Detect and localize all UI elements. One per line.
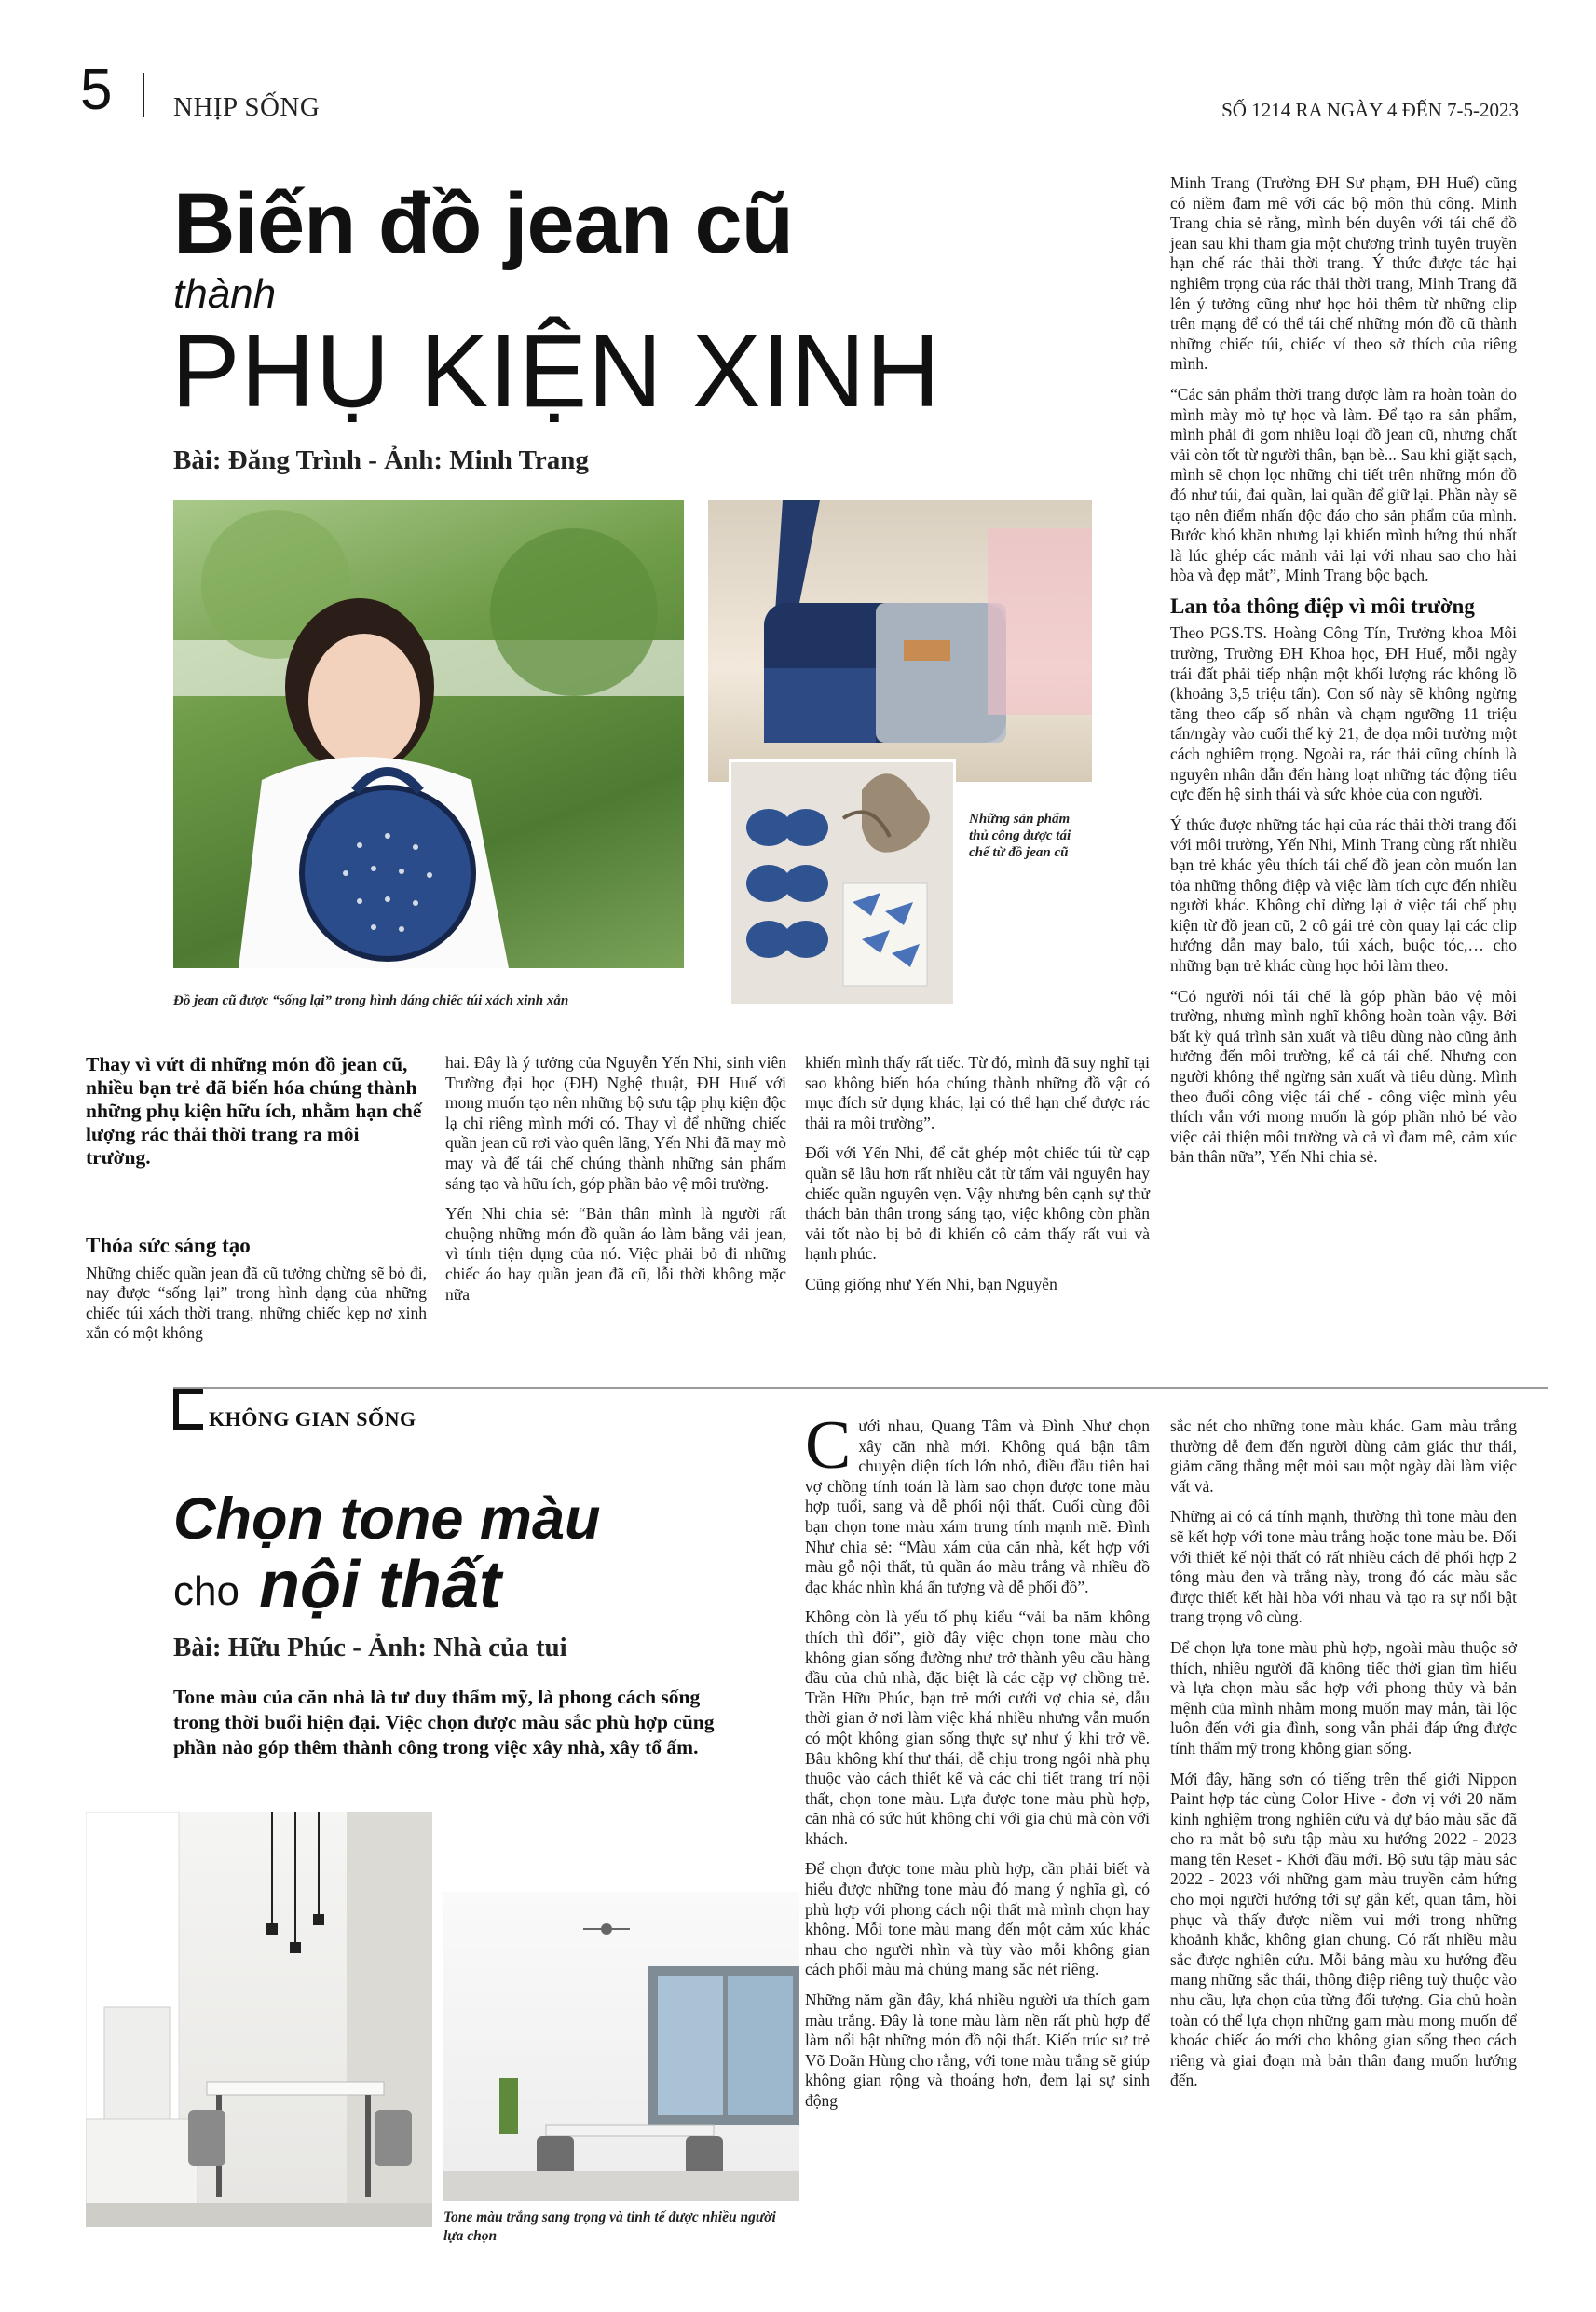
paragraph: Cũng giống như Yến Nhi, bạn Nguyễn	[805, 1274, 1057, 1293]
caption-side-photo: Những sản phẩm thủ công được tái chế từ đồ jean cũ	[969, 812, 1071, 860]
paragraph: Những ai có cá tính mạnh, thường thì tone màu đen sẽ kết hợp với tone màu trắng hoặc tone màu be. Đối với thiết kế nội thất có rất nhiều cách để phối hợp 2 tông màu đen và trắng này, trong đó các màu sắc được thiết kết hài hòa với nhau và tạo ra sự nổi bật trang trọng vô cùng.	[1170, 1507, 1517, 1627]
subhead-creativity: Thỏa sức sáng tạo	[86, 1234, 251, 1257]
paragraph: Những chiếc quần jean đã cũ tưởng chừng sẽ bỏ đi, nay được “sống lại” trong hình dạng của những chiếc túi xách thời trang, những chiếc kẹp nơ xinh xắn có một không	[86, 1263, 427, 1343]
paragraph: “Có người nói tái chế là góp phần bảo vệ môi trường, nhưng mình nghĩ không hoàn toàn vậy. Bởi bất kỳ quá trình sản xuất và tiêu dùng nào cũng ảnh hưởng đến môi trường, kể cả tái chế. Nhưng con người không thể ngừng sản xuất và tiêu dùng. Mình theo đuổi công việc tái chế - công việc mình yêu thích vẫn với mong muốn là góp phần nhỏ bé vào việc cải thiện môi trường và cả vì đam mê, cảm xúc bản thân nữa”, Yến Nhi chia sẻ.	[1170, 986, 1517, 1167]
kicker-box-top	[173, 1389, 203, 1394]
paragraph: Để chọn lựa tone màu phù hợp, ngoài màu thuộc sở thích, nhiều người đã không tiếc thời gian tìm hiểu và lựa chọn màu sắc hợp với phong thủy và bản mệnh của mình nhằm mong muốn may mắn, tài lộc luôn đến với gia đình, song vẫn phải đáp ứng được tính thẩm mỹ trong không gian sống.	[1170, 1637, 1517, 1758]
article2-title-line2a: cho	[173, 1568, 239, 1614]
photo-white-living-room	[443, 1892, 799, 2201]
article1-column-3	[805, 1053, 1150, 1306]
paragraph: Ý thức được những tác hại của rác thải thời trang đối với môi trường, Yến Nhi, Minh Trang cùng rất nhiều bạn trẻ khác yêu thích tái chế đồ jean còn muốn lan tỏa những thông điệp và việc làm tích cực đến nhiều người khác. Không chỉ dừng lại ở việc tái chế phụ kiện từ đồ jean cũ, 2 cô gái trẻ còn quay lại các clip hướng dẫn may balo, túi xách, buộc tóc,… cho những bạn trẻ khác cùng học hỏi làm theo.	[1170, 814, 1517, 975]
article1-title-line1: Biến đồ jean cũ	[173, 176, 793, 271]
subhead-environment-message: Lan tỏa thông điệp vì môi trường	[1170, 594, 1475, 618]
photo-girl-with-denim-bag	[173, 500, 684, 968]
caption-interior-photo: Tone màu trắng sang trọng và tinh tế được nhiều người lựa chọn	[443, 2209, 776, 2244]
article2-byline: Bài: Hữu Phúc - Ảnh: Nhà của tui	[173, 1633, 567, 1662]
section-divider-rule	[173, 1387, 1548, 1389]
photo-denim-crossbody-bag	[708, 500, 1092, 782]
dropcap: C	[805, 1407, 852, 1484]
article1-title-line2: thành	[173, 271, 277, 317]
kicker-box-icon	[173, 1389, 203, 1430]
paragraph: Đối với Yến Nhi, để cắt ghép một chiếc túi từ cạp quần sẽ lâu hơn rất nhiều cắt từ tấm vải nguyên hay chiếc quần nguyên vẹn. Vậy nhưng bên cạnh sự thử thách bản thân trong sáng tạo, việc không còn phần vải tốt nào bị bỏ đi khiến cô cảm thấy rất vui và hạnh phúc.	[805, 1143, 1150, 1264]
paragraph: “Các sản phẩm thời trang được làm ra hoàn toàn do mình mày mò tự học và làm. Để tạo ra sản phẩm, mình phải đi gom nhiều loại đồ jean cũ, nhưng chất vải còn tốt từ người thân, bạn bè... Sau khi giặt sạch, mình sẽ chọn lọc những chi tiết trên những món đồ đó như túi, đai quần, lai quần để giữ lại. Phần này sẽ tạo nên điểm nhấn độc đáo cho sản phẩm của mình. Bước khó khăn nhưng lại khiến mình hứng thú nhất là lúc ghép các mảnh vải lại với nhau sao cho hài hòa và đẹp mắt”, Minh Trang bộc bạch.	[1170, 384, 1517, 585]
article1-title-line3: PHỤ KIỆN XINH	[171, 314, 941, 429]
article2-column-4	[1170, 1416, 1517, 2101]
photo-white-dining-room	[86, 1812, 432, 2227]
article1-column-4	[1170, 173, 1517, 1178]
article1-column-1	[86, 1230, 427, 1354]
photo-denim-hair-clips	[729, 759, 956, 1006]
article1-byline: Bài: Đăng Trình - Ảnh: Minh Trang	[173, 445, 589, 475]
paragraph: hai. Đây là ý tưởng của Nguyễn Yến Nhi, sinh viên Trường đại học (ĐH) Nghệ thuật, ĐH Huế với mong muốn tạo nên những bộ sưu tập phụ kiện độc lạ chỉ riêng mình mới có. Thay vì để những chiếc quần jean cũ rơi vào quên lãng, Yến Nhi đã may mò may và để tái chế chúng thành những sản phẩm sáng tạo và hữu ích, góp phần bảo vệ môi trường.	[445, 1053, 786, 1193]
paragraph-with-dropcap	[805, 1407, 1150, 1597]
section-title: NHỊP SỐNG	[173, 92, 321, 122]
article2-title-line1: Chọn tone màu	[173, 1486, 601, 1552]
article2-column-3	[805, 1407, 1150, 2122]
paragraph: Theo PGS.TS. Hoàng Công Tín, Trưởng khoa Môi trường, Trường ĐH Khoa học, ĐH Huế, mỗi ngày trái đất phải tiếp nhận một khối lượng rác không lồ (khoảng 3,5 triệu tấn). Con số này sẽ không ngừng tăng theo cấp số nhân và chạm ngưỡng 11 triệu tấn/ngày vào cuối thế kỷ 21, đe dọa môi trường một cách nghiêm trọng. Ngoài ra, rác thải cũng chính là nguyên nhân dẫn đến hàng loạt những tác động tiêu cực đến hệ sinh thái và sức khỏe của con người.	[1170, 623, 1517, 804]
paragraph: Những năm gần đây, khá nhiều người ưa thích gam màu trắng. Đây là tone màu làm nền rất phù hợp để làm nổi bật những món đồ nội thất. Kiến trúc sư trẻ Võ Doãn Hùng cho rằng, với tone màu trắng sẽ giúp không gian rộng và thoáng hơn, đem lại sự sinh động	[805, 1991, 1150, 2110]
dropcap-paragraph-text: ưới nhau, Quang Tâm và Đình Như chọn xây căn nhà mới. Không quá bận tâm chuyện diện tích lớn nhỏ, điều đầu tiên hai vợ chồng tính toán là làm sao chọn được tone màu hợp tuổi, sang và dễ phối nội thất. Cuối cùng đôi bạn chọn tone màu xám trung tính mạnh mẽ. Đình Như chia sẻ: “Màu xám của căn nhà, kết hợp với màu gỗ nội thất, tủ quần áo màu trắng và nhiều đồ đạc khác nhìn khá ấn tượng và dễ phối đồ”.	[805, 1416, 1150, 1596]
caption-main-photo: Đồ jean cũ được “sống lại” trong hình dáng chiếc túi xách xinh xắn	[173, 993, 569, 1008]
paragraph: sắc nét cho những tone màu khác. Gam màu trắng thường dễ đem đến người dùng cảm giác thư thái, giảm căng thẳng mệt mỏi sau một ngày dài làm việc vất vả.	[1170, 1416, 1517, 1496]
article2-lead: Tone màu của căn nhà là tư duy thẩm mỹ, là phong cách sống trong thời buổi hiện đại. Việc chọn được màu sắc phù hợp cũng phần nào góp thêm thành công trong việc xây nhà, xây tổ ấm.	[173, 1686, 715, 1758]
paragraph: khiến mình thấy rất tiếc. Từ đó, mình đã suy nghĩ tại sao không biến hóa chúng thành những đồ vật có mục đích sử dụng khác, lại có thể hạn chế được rác thải ra môi trường”.	[805, 1053, 1150, 1132]
paragraph: Mới đây, hãng sơn có tiếng trên thế giới Nippon Paint hợp tác cùng Color Hive - đơn vị với 20 năm kinh nghiệm trong nghiên cứu và dự báo màu sắc đã cho ra mắt bộ sưu tập màu xu hướng 2022 - 2023 mang tên Reset - Khởi đầu mới. Bộ sưu tập màu sắc 2022 - 2023 với những gam màu truyền cảm hứng cho mọi người hướng tới sự gắn kết, quan tâm, hồi phục và thấy được niềm vui mới trong những khoảnh khắc, không gian chung. Có rất nhiều màu sắc được nghiên cứu. Mỗi bảng màu xu hướng đều mang những sắc thái, thông điệp riêng tuỳ thuộc vào nhu cầu, lựa chọn của từng đối tượng. Gia chủ hoàn toàn có thể lựa chọn những gam màu mong muốn để khoác chiếc áo mới cho không gian sống theo cách riêng và giai đoạn mà bản thân đang muốn hướng đến.	[1170, 1769, 1517, 2090]
article2-title-line2b: nội thất	[259, 1548, 501, 1622]
article2-kicker: KHÔNG GIAN SỐNG	[209, 1407, 416, 1430]
article1-lead: Thay vì vứt đi những món đồ jean cũ, nhiều bạn trẻ đã biến hóa chúng thành những phụ kiện hữu ích, nhằm hạn chế lượng rác thải thời trang ra môi trường.	[86, 1053, 422, 1169]
header-divider	[143, 73, 144, 117]
issue-info: SỐ 1214 RA NGÀY 4 ĐẾN 7-5-2023	[1221, 99, 1519, 121]
paragraph: Minh Trang (Trường ĐH Sư phạm, ĐH Huế) cũng có niềm đam mê với các bộ môn thủ công. Minh Trang chia sẻ rằng, mình bén duyên với tái chế đồ jean sau khi tham gia một chương trình tuyên truyền hạn chế rác thải thời trang. Ý thức được tác hại nghiêm trọng của rác thải thời trang, Minh Trang đã lên ý tưởng cũng như học hỏi thêm từ những clip trên mạng để có thể tái chế những món đồ cũ thành những chiếc túi, chiếc ví theo sở thích của riêng mình.	[1170, 173, 1517, 374]
article1-column-2	[445, 1053, 786, 1315]
paragraph: Yến Nhi chia sẻ: “Bản thân mình là người rất chuộng những món đồ quần áo làm bằng vải jean, vì tính tiện dụng của nó. Việc phải bỏ đi những chiếc áo hay quần jean đã cũ, lỗi thời không mặc nữa	[445, 1204, 786, 1304]
page-number: 5	[80, 58, 113, 122]
paragraph: Để chọn được tone màu phù hợp, cần phải biết và hiểu được những tone màu đó mang ý nghĩa gì, có phù hợp với phong cách nội thất mà mình chọn hay không. Mỗi tone màu mang đến một cảm xúc khác nhau cho người nhìn và tùy vào mỗi không gian cách phối màu mà chúng mang sắc nét riêng.	[805, 1859, 1150, 1979]
paragraph: Không còn là yếu tố phụ kiểu “vải ba năm không thích thì đổi”, giờ đây việc chọn tone màu cho không gian sống đường như trở thành yêu cầu hàng đầu của chủ nhà, đặc biệt là các cặp vợ chồng trẻ. Trần Hữu Phúc, bạn trẻ mới cưới vợ chia sẻ, dẫu thời gian ở nơi làm việc khá nhiều nhưng vẫn muốn có một không gian sống thực sự như ý khi trở về. Bâu không khí thư thái, dễ chịu trong ngôi nhà phụ thuộc vào cách thiết kế và các chi tiết trang trí nội thất, chọn tone màu. Lựa được tone màu phù hợp, căn nhà có sức hút không chỉ với gia chủ mà còn với khách.	[805, 1607, 1150, 1848]
